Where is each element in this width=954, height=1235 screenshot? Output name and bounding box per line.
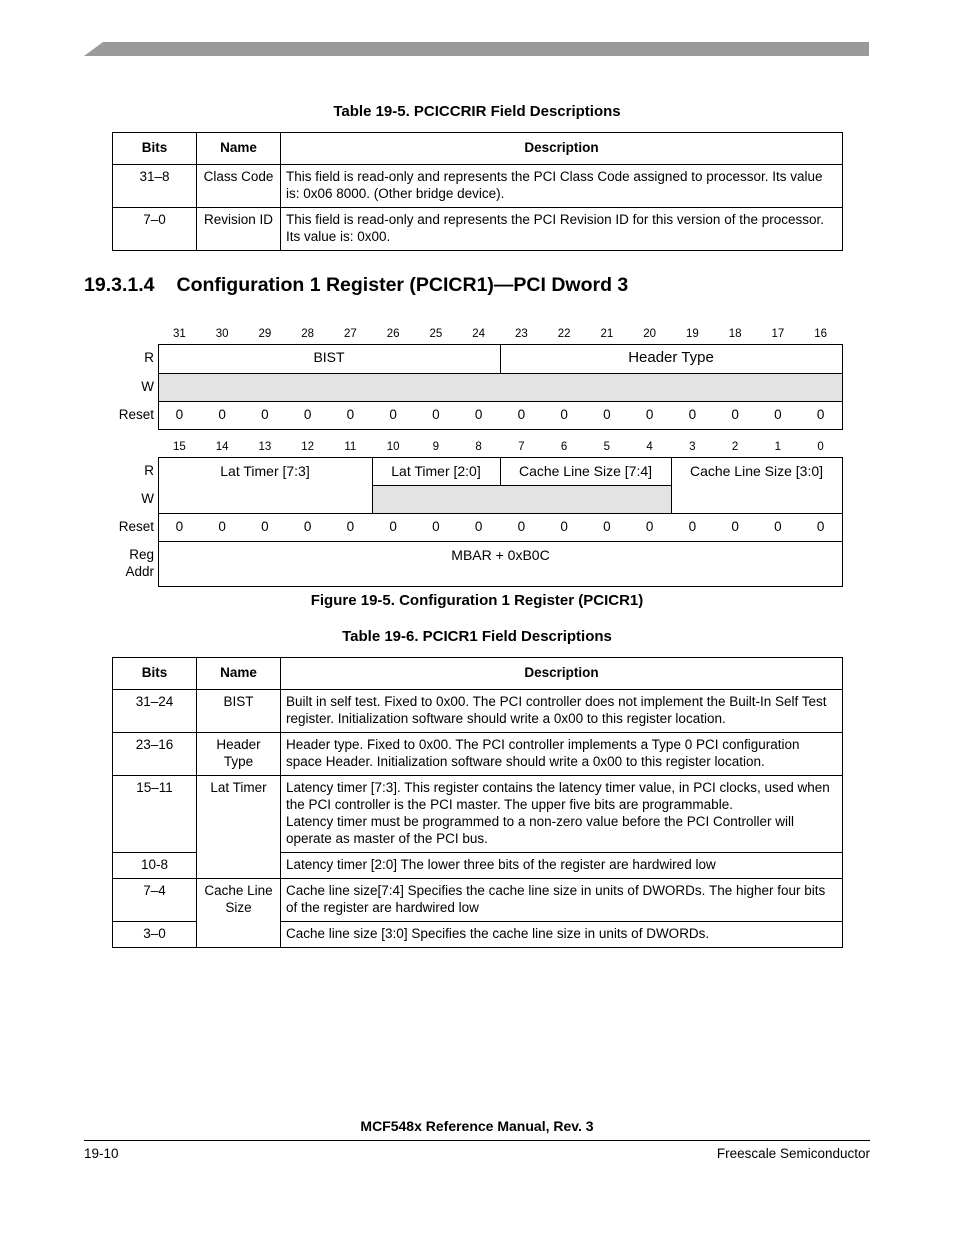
table2 — [112, 657, 843, 948]
reset-value: 0 — [645, 519, 654, 534]
bits-cell: 3–0 — [113, 922, 197, 948]
bit-number: 12 — [301, 441, 315, 453]
table-row — [113, 165, 843, 208]
reset-value: 0 — [731, 407, 739, 422]
description-cell: Header type. Fixed to 0x00. The PCI controller implements a Type 0 PCI configuration space Header. Initialization software should write a 0x00 to this register location. — [281, 733, 843, 776]
reset-value: 0 — [645, 407, 654, 422]
reset-value: 0 — [816, 519, 825, 534]
footer-rule — [84, 1140, 870, 1141]
table-row — [113, 776, 843, 853]
reset-value: 0 — [774, 407, 782, 422]
bit-number: 8 — [475, 441, 482, 453]
bit-number: 2 — [731, 441, 739, 453]
write-row-label: W — [141, 379, 154, 394]
column-header: Bits — [113, 133, 197, 165]
table1-header-row — [113, 133, 843, 165]
bits-cell: 10-8 — [113, 853, 197, 879]
column-header: Name — [197, 658, 281, 690]
table1-caption: Table 19-5. PCICCRIR Field Descriptions — [333, 103, 621, 120]
bit-number: 31 — [172, 328, 186, 340]
bit-number: 26 — [386, 328, 400, 340]
divider — [158, 401, 843, 402]
bit-number: 3 — [689, 441, 696, 453]
reset-value: 0 — [688, 519, 697, 534]
table2-header-row — [113, 658, 843, 690]
bit-number: 15 — [172, 441, 186, 453]
field-bist: BIST — [313, 349, 345, 365]
bit-number: 13 — [258, 441, 272, 453]
reset-value: 0 — [560, 407, 568, 422]
bit-number: 27 — [343, 328, 357, 340]
reg-label: Reg — [129, 547, 154, 562]
reset-value: 0 — [175, 407, 184, 422]
divider — [158, 541, 843, 542]
name-cell: Cache Line Size — [197, 879, 281, 948]
section-heading — [84, 274, 628, 297]
bit-number: 6 — [560, 441, 568, 453]
description-cell: This field is read-only and represents the PCI Revision ID for this version of the processor. Its value is: 0x00. — [281, 208, 843, 251]
bit-number: 1 — [774, 441, 782, 453]
field-lat-timer-low: Lat Timer [2:0] — [391, 463, 481, 479]
bit-number: 4 — [646, 441, 653, 453]
bits-cell: 23–16 — [113, 733, 197, 776]
bit-number: 23 — [514, 328, 528, 340]
reset-value: 0 — [432, 407, 440, 422]
reset-value: 0 — [432, 519, 440, 534]
table-row — [113, 879, 843, 922]
header-bar — [0, 0, 954, 60]
field-lat-timer-high: Lat Timer [7:3] — [220, 463, 310, 479]
bit-number: 24 — [472, 328, 486, 340]
reset-value: 0 — [389, 519, 397, 534]
table2-caption: Table 19-6. PCICR1 Field Descriptions — [342, 628, 612, 645]
description-cell: Cache line size[7:4] Specifies the cache line size in units of DWORDs. The higher four bits of the register are hardwired low — [281, 879, 843, 922]
reset-value: 0 — [517, 519, 526, 534]
reset-value: 0 — [389, 407, 397, 422]
reset-value: 0 — [517, 407, 526, 422]
column-header: Name — [197, 133, 281, 165]
footer-manual-title: MCF548x Reference Manual, Rev. 3 — [360, 1118, 594, 1134]
reset-value: 0 — [474, 519, 483, 534]
column-header: Bits — [113, 658, 197, 690]
reset-value: 0 — [560, 519, 568, 534]
description-line: Latency timer [7:3]. This register contains the latency timer value, in PCI clocks, used when the PCI controller is the PCI master. The upper five bits are programmable. — [286, 780, 830, 812]
section-number: 19.3.1.4 — [84, 274, 155, 296]
column-header: Description — [281, 133, 843, 165]
bits-cell: 7–4 — [113, 879, 197, 922]
bit-number: 11 — [344, 441, 357, 453]
bits-cell: 15–11 — [113, 776, 197, 853]
reset-value: 0 — [261, 519, 269, 534]
reset-value: 0 — [261, 407, 269, 422]
write-row-label: W — [141, 491, 154, 506]
table-row — [113, 208, 843, 251]
bit-number: 10 — [386, 441, 400, 453]
read-row-label: R — [144, 463, 154, 478]
bit-number: 17 — [771, 328, 785, 340]
bit-number: 30 — [215, 328, 229, 340]
name-cell: Header Type — [197, 733, 281, 776]
bit-number: 0 — [817, 441, 824, 453]
bit-number: 28 — [301, 328, 315, 340]
description-cell: This field is read-only and represents the PCI Class Code assigned to processor. Its value is: 0x06 8000. (Other bridge device). — [281, 165, 843, 208]
bit-number: 5 — [603, 441, 611, 453]
reset-value: 0 — [603, 407, 611, 422]
reset-row-label: Reset — [118, 519, 154, 534]
bit-number: 21 — [600, 328, 614, 340]
description-cell: Latency timer [2:0] The lower three bits of the register are hardwired low — [281, 853, 843, 879]
bit-number: 14 — [215, 441, 229, 453]
reset-value: 0 — [774, 519, 782, 534]
reset-value: 0 — [603, 519, 611, 534]
read-row-label: R — [144, 350, 154, 365]
reset-value: 0 — [731, 519, 739, 534]
figure-caption: Figure 19-5. Configuration 1 Register (PCICR1) — [310, 592, 644, 609]
bits-cell: 7–0 — [113, 208, 197, 251]
reset-value: 0 — [303, 407, 312, 422]
description-cell: Cache line size [3:0] Specifies the cache line size in units of DWORDs. — [281, 922, 843, 948]
bit-number: 20 — [643, 328, 657, 340]
divider — [158, 373, 843, 374]
column-header: Description — [281, 658, 843, 690]
reset-value: 0 — [218, 519, 226, 534]
reset-value: 0 — [346, 407, 355, 422]
footer-company: Freescale Semiconductor — [716, 1146, 870, 1161]
bits-cell: 31–8 — [113, 165, 197, 208]
table-row — [113, 690, 843, 733]
bit-number: 22 — [557, 328, 571, 340]
reg-addr-value: MBAR + 0xB0C — [451, 547, 550, 563]
bit-number: 18 — [728, 328, 742, 340]
divider — [158, 513, 843, 514]
reset-value: 0 — [474, 407, 483, 422]
reset-value: 0 — [688, 407, 697, 422]
description-cell: Built in self test. Fixed to 0x00. The PCI controller does not implement the Built-In Self Test register. Initialization software should write a 0x00 to this register location. — [281, 690, 843, 733]
field-cache-line-low: Cache Line Size [3:0] — [689, 463, 824, 479]
name-cell: BIST — [197, 690, 281, 733]
bits-cell: 31–24 — [113, 690, 197, 733]
bit-number: 7 — [518, 441, 525, 453]
reset-value: 0 — [218, 407, 226, 422]
reset-value: 0 — [346, 519, 355, 534]
bit-number: 29 — [258, 328, 272, 340]
addr-label: Addr — [125, 564, 154, 579]
reset-row-label: Reset — [118, 407, 154, 422]
reset-value: 0 — [175, 519, 184, 534]
bit-number: 9 — [432, 441, 440, 453]
bit-number: 25 — [429, 328, 443, 340]
name-cell: Class Code — [197, 165, 281, 208]
divider — [372, 485, 671, 486]
field-cache-line-high: Cache Line Size [7:4] — [518, 463, 653, 479]
footer-page-number: 19-10 — [84, 1146, 119, 1161]
table-row — [113, 733, 843, 776]
description-cell — [281, 776, 843, 853]
reset-value: 0 — [816, 407, 825, 422]
name-cell: Lat Timer — [197, 776, 281, 879]
field-header-type: Header Type — [628, 349, 714, 366]
description-line: Latency timer must be programmed to a non-zero value before the PCI Controller will operate as master of the PCI bus. — [286, 814, 794, 846]
section-title: Configuration 1 Register (PCICR1)—PCI Dword 3 — [176, 274, 629, 296]
reset-value: 0 — [303, 519, 312, 534]
bit-number: 16 — [814, 328, 828, 340]
name-cell: Revision ID — [197, 208, 281, 251]
table1 — [112, 132, 843, 251]
bit-number: 19 — [685, 328, 699, 340]
